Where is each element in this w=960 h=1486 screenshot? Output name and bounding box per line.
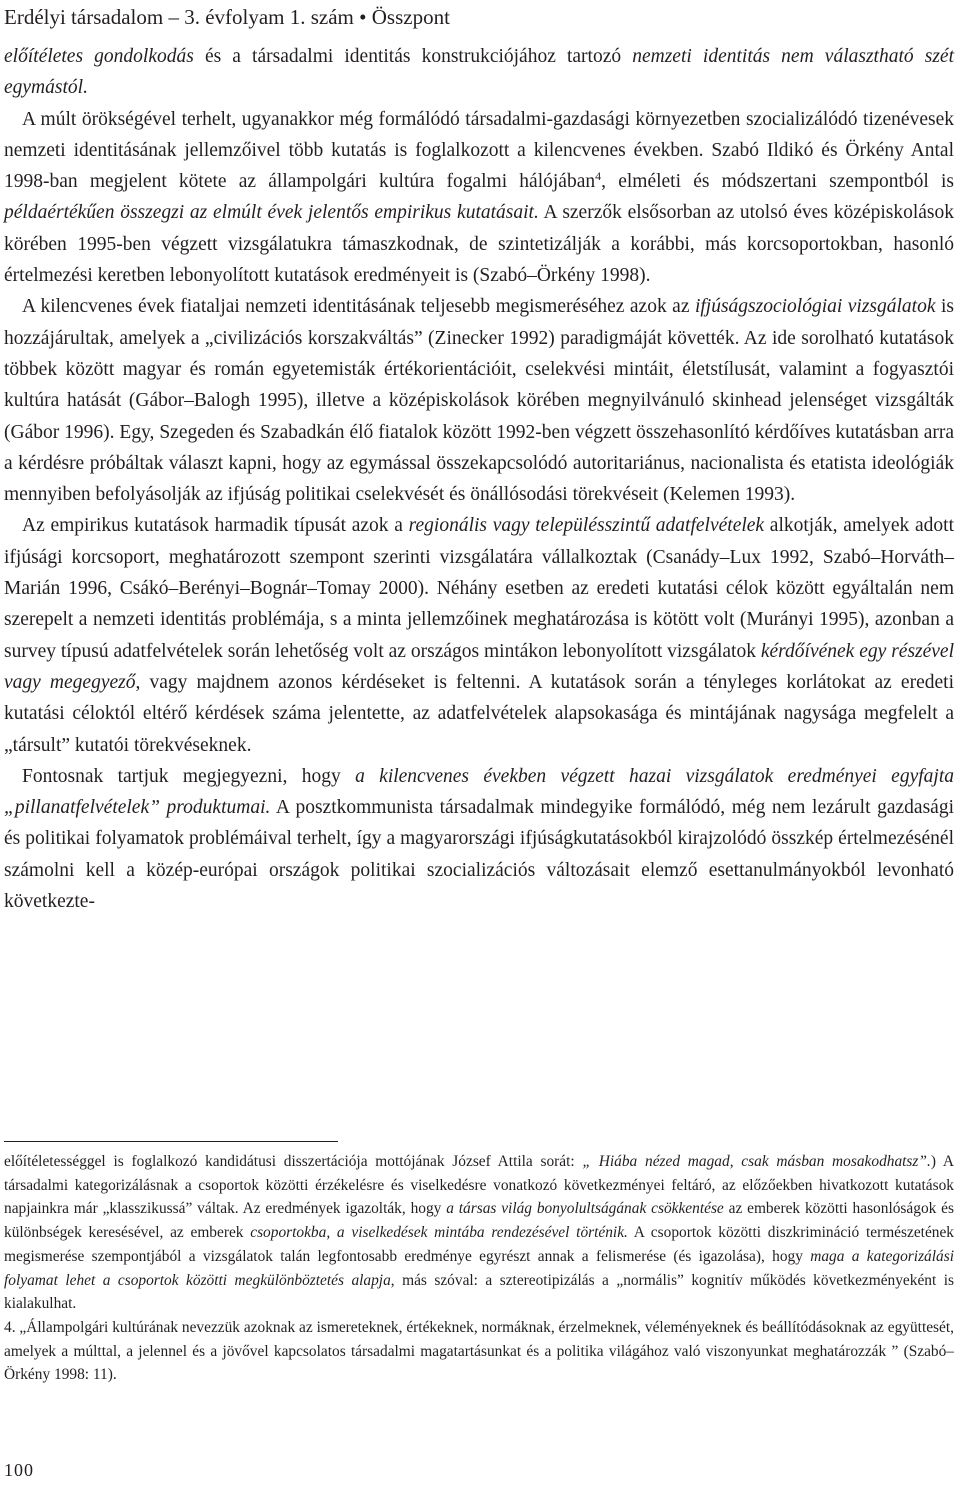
footnotes xyxy=(4,1150,954,1387)
text-run: Fontosnak tartjuk megjegyezni, hogy xyxy=(22,765,356,787)
emphasis-text: a kilencvenes években végzett hazai vizsgálatok eredményei egyfajta „pillanatfelvételek” produktumai. xyxy=(4,765,954,819)
paragraph-5 xyxy=(4,761,954,917)
text-run: , vagy majdnem azonos kérdéseket is feltenni. A kutatások során a tényleges korlátokat az eredeti kutatási céloktól eltérő kérdések száma jelentette, az adatfelvételek alapsokasága és mintájának nagysága megfelelt a „társult” kutatói törekvéseknek. xyxy=(4,671,954,756)
emphasis-text: csoportokba, a viselkedések mintába rendezésével történik. xyxy=(250,1224,628,1242)
text-run: A kilencvenes évek fiataljai nemzeti identitásának teljesebb megismeréséhez azok az xyxy=(22,296,695,318)
emphasis-text: előítéletes gondolkodás xyxy=(4,46,194,67)
emphasis-text: ifjúságszociológiai vizsgálatok xyxy=(694,296,936,318)
text-run: A szerzők elsősorban az utolsó éves középiskolások körében 1995-ben végzett vizsgálatukra támaszkodnak, de szintetizálják a korábbi, más korcsoportokban, hasonló értelmezési keretben lebonyolított kutatások eredményeit is (Szabó–Örkény 1998). xyxy=(4,202,954,287)
main-text xyxy=(4,41,954,917)
paragraph-4 xyxy=(4,510,954,760)
text-run: , elméleti és módszertani szempontból is xyxy=(601,171,954,193)
running-head: Erdélyi társadalom – 3. évfolyam 1. szám • Összpont xyxy=(4,5,450,29)
emphasis-text: nemzeti identitás nem választható szét egymástól. xyxy=(4,46,954,99)
paragraph-2 xyxy=(4,104,954,292)
emphasis-text: kérdőívének egy részével vagy megegyező xyxy=(4,640,954,693)
text-run: A posztkommunista társadalmak mindegyike formálódó, még nem lezárult gazdasági és politikai folyamatok problémáival terhelt, így a magyarországi ifjúságkutatásokból kirajzolódó összkép értelmezésénél számolni kell a közép-európai országok politikai szocializációs változásait elemző esettanulmányokból levonható következte- xyxy=(4,797,954,913)
paragraph-3 xyxy=(4,291,954,510)
footnote-continuation xyxy=(4,1150,954,1316)
footnote-4 xyxy=(4,1316,954,1387)
text-run: és a társadalmi identitás konstrukciójához tartozó xyxy=(193,46,633,67)
emphasis-text: maga a kategorizálási folyamat lehet a csoportok közötti megkülönböztetés alapja xyxy=(4,1247,954,1289)
footnote-rule xyxy=(4,1141,338,1142)
emphasis-text: a társas világ bonyolultságának csökkentése xyxy=(446,1200,724,1218)
paragraph-1 xyxy=(4,41,954,104)
footnote-ref: 4 xyxy=(595,169,602,184)
text-run: is hozzájárultak, amelyek a „civilizációs korszakváltás” (Zinecker 1992) paradigmáját követték. Az ide sorolható kutatások többek között magyar és román egyetemisták értékorientációit, cselekvési mintáit, életstílusát, valamint a fogyasztói kultúra hatását (Gábor–Balogh 1995), illetve a középiskolások körében megnyilvánuló skinhead jelenséget vizsgálták (Gábor 1996). Egy, Szegeden és Szabadkán élő fiatalok között 1992-ben végzett összehasonlító kérdőíves kutatásban arra a kérdésre próbáltak választ kapni, hogy az egymással összekapcsolódó autoritariánus, nacionalista és etatista ideológiák mennyiben befolyásolják az ifjúság politikai cselekvését és önállósodási törekvéseit (Kelemen 1993). xyxy=(4,296,954,506)
text-run: Az empirikus kutatások harmadik típusát azok a xyxy=(22,515,409,537)
text-run: 4. „Állampolgári kultúrának nevezzük azoknak az ismereteknek, értékeknek, normáknak, érzelmeknek, véleményeknek és beállítódásoknak az együttesét, amelyek a múlttal, a jelennel és a jövővel kapcsolatos társadalmi magatartásunkat és a politika világához való viszonyunkat meghatározzák ” (Szabó–Örkény 1998: 11). xyxy=(4,1318,954,1384)
page-number: 100 xyxy=(4,1460,34,1480)
text-run: ) A társadalmi kategorizálásnak a csoportok közötti érzékelésre és viselkedésre vonatkozó következményei feltáró, az előzőekben hivatkozott kutatások napjainkra már „klasszikussá” váltak. Az eredmények igazolták, hogy xyxy=(4,1153,954,1218)
text-run: az emberek közötti hasonlóságok és különbségek keresésével, az emberek xyxy=(4,1200,954,1242)
text-run: előítéletességgel is foglalkozó kandidátusi disszertációja mottójának József Attila sorát: xyxy=(4,1153,583,1170)
text-run: A múlt örökségével terhelt, ugyanakkor még formálódó társadalmi-gazdasági környezetben szocializálódó tizenévesek nemzeti identitásának jellemzőivel több kutatás is foglalkozott a kilencvenes években. Szabó Ildikó és Örkény Antal 1998-ban megjelent kötete az állampolgári kultúra fogalmi hálójában xyxy=(4,108,954,193)
text-run: A csoportok közötti diszkrimináció természetének megismerése szempontjából a vizsgálatok talán legfontosabb eredménye egyrészt annak a felismerése (és igazolása), hogy xyxy=(4,1224,954,1265)
emphasis-text: példaértékűen összegzi az elmúlt évek jelentős empirikus kutatásait. xyxy=(4,202,539,224)
text-run: , más szóval: a sztereotipizálás a „normális” kognitív működés következményeként is kialakulhat. xyxy=(4,1271,954,1313)
emphasis-text: „ Hiába nézed magad, csak másban mosakodhatsz”. xyxy=(582,1153,931,1170)
emphasis-text: regionális vagy településszintű adatfelvételek xyxy=(408,515,765,537)
text-run: alkotják, amelyek adott ifjúsági korcsoport, meghatározott szempont szerinti vizsgálatára vállalkoztak (Csanády–Lux 1992, Szabó–Horváth–Marián 1996, Csákó–Berényi–Bognár–Tomay 2000). Néhány esetben az eredeti kutatási célok között egyáltalán nem szerepelt a nemzeti identitás problémája, s a minta jellemzőinek meghatározása is kötött volt (Murányi 1995), azonban a survey típusú adatfelvételek során lehetőség volt az országos mintákon lebonyolított vizsgálatok xyxy=(4,515,954,662)
